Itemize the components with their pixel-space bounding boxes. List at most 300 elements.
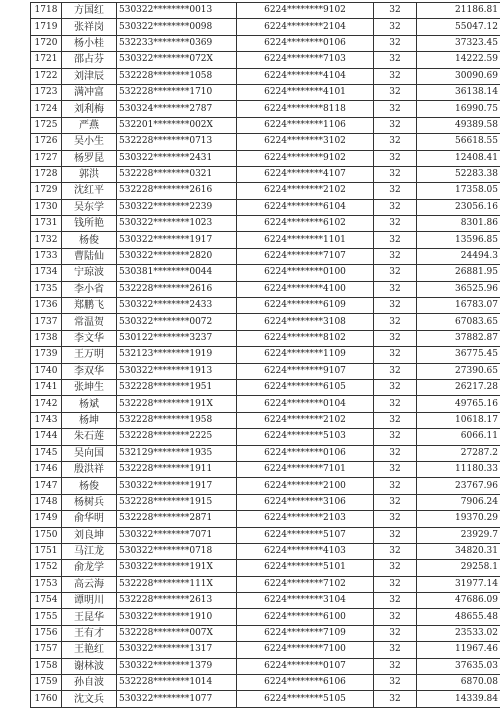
row-number-cell: 1730 <box>31 199 62 215</box>
row-number-cell: 1738 <box>31 330 62 346</box>
name-cell: 俞龙学 <box>62 560 117 576</box>
row-number-cell: 1737 <box>31 314 62 330</box>
count-cell: 32 <box>374 609 417 625</box>
name-cell: 王昆华 <box>62 609 117 625</box>
table-row <box>31 183 500 199</box>
count-cell: 32 <box>374 642 417 658</box>
count-cell: 32 <box>374 232 417 248</box>
count-cell: 32 <box>374 298 417 314</box>
account-number-cell: 6224********4104 <box>237 68 374 84</box>
name-cell: 王万明 <box>62 347 117 363</box>
amount-cell: 16990.75 <box>417 101 500 117</box>
account-number-cell: 6224********5103 <box>237 429 374 445</box>
count-cell: 32 <box>374 478 417 494</box>
row-number-cell: 1734 <box>31 265 62 281</box>
amount-cell: 23056.16 <box>417 199 500 215</box>
row-number-cell: 1743 <box>31 412 62 428</box>
name-cell: 方国红 <box>62 3 117 19</box>
row-number-cell: 1728 <box>31 166 62 182</box>
table-row <box>31 314 500 330</box>
row-number-cell: 1721 <box>31 52 62 68</box>
count-cell: 32 <box>374 19 417 35</box>
amount-cell: 27390.65 <box>417 363 500 379</box>
table-row <box>31 642 500 658</box>
count-cell: 32 <box>374 560 417 576</box>
account-number-cell: 6224********3106 <box>237 494 374 510</box>
id-number-cell: 532123********1919 <box>117 347 237 363</box>
table-row <box>31 52 500 68</box>
count-cell: 32 <box>374 84 417 100</box>
name-cell: 俞华明 <box>62 511 117 527</box>
row-number-cell: 1729 <box>31 183 62 199</box>
amount-cell: 19370.29 <box>417 511 500 527</box>
account-number-cell: 6224********9107 <box>237 363 374 379</box>
name-cell: 沈文兵 <box>62 691 117 707</box>
name-cell: 张坤生 <box>62 379 117 395</box>
name-cell: 殷洪祥 <box>62 461 117 477</box>
row-number-cell: 1742 <box>31 396 62 412</box>
id-number-cell: 532228********2616 <box>117 183 237 199</box>
amount-cell: 23533.02 <box>417 625 500 641</box>
row-number-cell: 1757 <box>31 642 62 658</box>
amount-cell: 23767.96 <box>417 478 500 494</box>
account-number-cell: 6224********6102 <box>237 216 374 232</box>
name-cell: 杨俊 <box>62 478 117 494</box>
row-number-cell: 1736 <box>31 298 62 314</box>
name-cell: 杨斌 <box>62 396 117 412</box>
account-number-cell: 6224********7100 <box>237 642 374 658</box>
name-cell: 王艳红 <box>62 642 117 658</box>
name-cell: 钱所艳 <box>62 216 117 232</box>
id-number-cell: 532228********007X <box>117 625 237 641</box>
id-number-cell: 532228********1058 <box>117 68 237 84</box>
account-number-cell: 6224********9102 <box>237 150 374 166</box>
count-cell: 32 <box>374 625 417 641</box>
id-number-cell: 530322********0013 <box>117 3 237 19</box>
account-number-cell: 6224********7103 <box>237 52 374 68</box>
count-cell: 32 <box>374 101 417 117</box>
count-cell: 32 <box>374 166 417 182</box>
amount-cell: 6066.11 <box>417 429 500 445</box>
name-cell: 严燕 <box>62 117 117 133</box>
account-number-cell: 6224********5105 <box>237 691 374 707</box>
count-cell: 32 <box>374 379 417 395</box>
name-cell: 李双华 <box>62 363 117 379</box>
table-row <box>31 216 500 232</box>
name-cell: 王有才 <box>62 625 117 641</box>
row-number-cell: 1751 <box>31 543 62 559</box>
table-row <box>31 232 500 248</box>
row-number-cell: 1739 <box>31 347 62 363</box>
amount-cell: 52283.38 <box>417 166 500 182</box>
row-number-cell: 1732 <box>31 232 62 248</box>
account-number-cell: 6224********1109 <box>237 347 374 363</box>
name-cell: 郑鹏飞 <box>62 298 117 314</box>
table-row <box>31 691 500 707</box>
id-number-cell: 530322********2431 <box>117 150 237 166</box>
name-cell: 刘良坤 <box>62 527 117 543</box>
table-row <box>31 379 500 395</box>
id-number-cell: 530322********2239 <box>117 199 237 215</box>
count-cell: 32 <box>374 281 417 297</box>
account-number-cell: 6224********2100 <box>237 478 374 494</box>
id-number-cell: 532228********111X <box>117 576 237 592</box>
id-number-cell: 532228********1951 <box>117 379 237 395</box>
amount-cell: 11180.33 <box>417 461 500 477</box>
account-number-cell: 6224********6106 <box>237 675 374 691</box>
table-row <box>31 445 500 461</box>
amount-cell: 26881.95 <box>417 265 500 281</box>
account-number-cell: 6224********8102 <box>237 330 374 346</box>
id-number-cell: 530322********1317 <box>117 642 237 658</box>
id-number-cell: 532228********1915 <box>117 494 237 510</box>
table-row <box>31 363 500 379</box>
count-cell: 32 <box>374 117 417 133</box>
count-cell: 32 <box>374 52 417 68</box>
row-number-cell: 1744 <box>31 429 62 445</box>
table-row <box>31 461 500 477</box>
count-cell: 32 <box>374 248 417 264</box>
name-cell: 曹陆仙 <box>62 248 117 264</box>
account-number-cell: 6224********0100 <box>237 265 374 281</box>
amount-cell: 36525.96 <box>417 281 500 297</box>
table-row <box>31 68 500 84</box>
row-number-cell: 1733 <box>31 248 62 264</box>
id-number-cell: 532201********002X <box>117 117 237 133</box>
account-number-cell: 6224********9102 <box>237 3 374 19</box>
name-cell: 满冲富 <box>62 84 117 100</box>
name-cell: 孙自波 <box>62 675 117 691</box>
id-number-cell: 532228********0713 <box>117 134 237 150</box>
table-row <box>31 19 500 35</box>
amount-cell: 37323.45 <box>417 35 500 51</box>
row-number-cell: 1726 <box>31 134 62 150</box>
account-number-cell: 6224********6100 <box>237 609 374 625</box>
account-number-cell: 6224********4100 <box>237 281 374 297</box>
id-number-cell: 530322********1023 <box>117 216 237 232</box>
id-number-cell: 532228********2225 <box>117 429 237 445</box>
amount-cell: 13596.85 <box>417 232 500 248</box>
amount-cell: 8301.86 <box>417 216 500 232</box>
id-number-cell: 532228********191X <box>117 396 237 412</box>
id-number-cell: 530322********1913 <box>117 363 237 379</box>
account-number-cell: 6224********5107 <box>237 527 374 543</box>
table-row <box>31 576 500 592</box>
table-row <box>31 478 500 494</box>
name-cell: 杨坤 <box>62 412 117 428</box>
table-row <box>31 543 500 559</box>
name-cell: 马江龙 <box>62 543 117 559</box>
amount-cell: 14222.59 <box>417 52 500 68</box>
id-number-cell: 530322********1917 <box>117 232 237 248</box>
name-cell: 高云海 <box>62 576 117 592</box>
count-cell: 32 <box>374 265 417 281</box>
count-cell: 32 <box>374 330 417 346</box>
id-number-cell: 530324********2787 <box>117 101 237 117</box>
count-cell: 32 <box>374 461 417 477</box>
amount-cell: 36138.14 <box>417 84 500 100</box>
count-cell: 32 <box>374 527 417 543</box>
table-row <box>31 658 500 674</box>
table-row <box>31 134 500 150</box>
name-cell: 杨小桂 <box>62 35 117 51</box>
name-cell: 吴小生 <box>62 134 117 150</box>
row-number-cell: 1754 <box>31 593 62 609</box>
table-row <box>31 675 500 691</box>
name-cell: 李小省 <box>62 281 117 297</box>
amount-cell: 27287.2 <box>417 445 500 461</box>
amount-cell: 49765.16 <box>417 396 500 412</box>
table-row <box>31 248 500 264</box>
row-number-cell: 1727 <box>31 150 62 166</box>
table-row <box>31 593 500 609</box>
amount-cell: 48655.48 <box>417 609 500 625</box>
account-number-cell: 6224********0107 <box>237 658 374 674</box>
row-number-cell: 1720 <box>31 35 62 51</box>
account-number-cell: 6224********0106 <box>237 35 374 51</box>
table-row <box>31 298 500 314</box>
table-row <box>31 3 500 19</box>
id-number-cell: 532129********1935 <box>117 445 237 461</box>
account-number-cell: 6224********0106 <box>237 445 374 461</box>
table-row <box>31 84 500 100</box>
row-number-cell: 1760 <box>31 691 62 707</box>
id-number-cell: 530322********7071 <box>117 527 237 543</box>
id-number-cell: 530322********0072 <box>117 314 237 330</box>
name-cell: 李文华 <box>62 330 117 346</box>
name-cell: 杨树兵 <box>62 494 117 510</box>
amount-cell: 24494.3 <box>417 248 500 264</box>
count-cell: 32 <box>374 543 417 559</box>
id-number-cell: 530122********3237 <box>117 330 237 346</box>
account-number-cell: 6224********8118 <box>237 101 374 117</box>
count-cell: 32 <box>374 445 417 461</box>
count-cell: 32 <box>374 675 417 691</box>
id-number-cell: 532228********2613 <box>117 593 237 609</box>
count-cell: 32 <box>374 35 417 51</box>
count-cell: 32 <box>374 429 417 445</box>
amount-cell: 12408.41 <box>417 150 500 166</box>
table-row <box>31 35 500 51</box>
table-row <box>31 527 500 543</box>
amount-cell: 31977.14 <box>417 576 500 592</box>
account-number-cell: 6224********3108 <box>237 314 374 330</box>
id-number-cell: 532228********2616 <box>117 281 237 297</box>
id-number-cell: 530322********2820 <box>117 248 237 264</box>
name-cell: 杨罗昆 <box>62 150 117 166</box>
account-number-cell: 6224********7107 <box>237 248 374 264</box>
id-number-cell: 530322********0098 <box>117 19 237 35</box>
name-cell: 常温贺 <box>62 314 117 330</box>
row-number-cell: 1724 <box>31 101 62 117</box>
row-number-cell: 1755 <box>31 609 62 625</box>
table-row <box>31 199 500 215</box>
count-cell: 32 <box>374 314 417 330</box>
row-number-cell: 1746 <box>31 461 62 477</box>
account-number-cell: 6224********2102 <box>237 412 374 428</box>
table-row <box>31 347 500 363</box>
amount-cell: 10618.17 <box>417 412 500 428</box>
id-number-cell: 530322********1917 <box>117 478 237 494</box>
count-cell: 32 <box>374 216 417 232</box>
row-number-cell: 1758 <box>31 658 62 674</box>
amount-cell: 11967.46 <box>417 642 500 658</box>
amount-cell: 7906.24 <box>417 494 500 510</box>
row-number-cell: 1735 <box>31 281 62 297</box>
table-body <box>31 3 500 708</box>
row-number-cell: 1752 <box>31 560 62 576</box>
count-cell: 32 <box>374 183 417 199</box>
count-cell: 32 <box>374 576 417 592</box>
count-cell: 32 <box>374 134 417 150</box>
id-number-cell: 530322********1910 <box>117 609 237 625</box>
account-number-cell: 6224********4103 <box>237 543 374 559</box>
id-number-cell: 532228********2871 <box>117 511 237 527</box>
name-cell: 谭明川 <box>62 593 117 609</box>
amount-cell: 37635.03 <box>417 658 500 674</box>
table-row <box>31 429 500 445</box>
account-number-cell: 6224********6105 <box>237 379 374 395</box>
count-cell: 32 <box>374 347 417 363</box>
table-row <box>31 330 500 346</box>
row-number-cell: 1748 <box>31 494 62 510</box>
name-cell: 杨俊 <box>62 232 117 248</box>
count-cell: 32 <box>374 396 417 412</box>
row-number-cell: 1740 <box>31 363 62 379</box>
name-cell: 吴东学 <box>62 199 117 215</box>
row-number-cell: 1731 <box>31 216 62 232</box>
name-cell: 宁琼波 <box>62 265 117 281</box>
count-cell: 32 <box>374 593 417 609</box>
account-number-cell: 6224********2102 <box>237 183 374 199</box>
name-cell: 郭洪 <box>62 166 117 182</box>
account-number-cell: 6224********2104 <box>237 19 374 35</box>
row-number-cell: 1759 <box>31 675 62 691</box>
id-number-cell: 532233********0369 <box>117 35 237 51</box>
row-number-cell: 1722 <box>31 68 62 84</box>
table-row <box>31 609 500 625</box>
amount-cell: 17358.05 <box>417 183 500 199</box>
account-number-cell: 6224********7102 <box>237 576 374 592</box>
count-cell: 32 <box>374 150 417 166</box>
id-number-cell: 530322********191X <box>117 560 237 576</box>
account-number-cell: 6224********0104 <box>237 396 374 412</box>
count-cell: 32 <box>374 199 417 215</box>
amount-cell: 16783.07 <box>417 298 500 314</box>
account-number-cell: 6224********3102 <box>237 134 374 150</box>
amount-cell: 30090.69 <box>417 68 500 84</box>
id-number-cell: 532228********1911 <box>117 461 237 477</box>
row-number-cell: 1753 <box>31 576 62 592</box>
id-number-cell: 530381********0044 <box>117 265 237 281</box>
account-number-cell: 6224********7101 <box>237 461 374 477</box>
row-number-cell: 1745 <box>31 445 62 461</box>
count-cell: 32 <box>374 363 417 379</box>
row-number-cell: 1718 <box>31 3 62 19</box>
name-cell: 刘津辰 <box>62 68 117 84</box>
table-row <box>31 396 500 412</box>
account-number-cell: 6224********6109 <box>237 298 374 314</box>
table-row <box>31 281 500 297</box>
table-row <box>31 560 500 576</box>
row-number-cell: 1719 <box>31 19 62 35</box>
table-row <box>31 265 500 281</box>
amount-cell: 67083.65 <box>417 314 500 330</box>
table-row <box>31 412 500 428</box>
name-cell: 沈红平 <box>62 183 117 199</box>
account-number-cell: 6224********6104 <box>237 199 374 215</box>
amount-cell: 29258.1 <box>417 560 500 576</box>
account-number-cell: 6224********4101 <box>237 84 374 100</box>
name-cell: 张祥岗 <box>62 19 117 35</box>
account-number-cell: 6224********1101 <box>237 232 374 248</box>
amount-cell: 21186.81 <box>417 3 500 19</box>
amount-cell: 49389.58 <box>417 117 500 133</box>
amount-cell: 56618.55 <box>417 134 500 150</box>
name-cell: 吴向国 <box>62 445 117 461</box>
payment-table <box>30 2 500 708</box>
id-number-cell: 532228********1014 <box>117 675 237 691</box>
account-number-cell: 6224********2103 <box>237 511 374 527</box>
table-row <box>31 150 500 166</box>
name-cell: 谢林波 <box>62 658 117 674</box>
table-row <box>31 101 500 117</box>
amount-cell: 34820.31 <box>417 543 500 559</box>
table-row <box>31 511 500 527</box>
id-number-cell: 532228********1958 <box>117 412 237 428</box>
table-row <box>31 166 500 182</box>
count-cell: 32 <box>374 412 417 428</box>
row-number-cell: 1750 <box>31 527 62 543</box>
count-cell: 32 <box>374 691 417 707</box>
account-number-cell: 6224********3104 <box>237 593 374 609</box>
amount-cell: 14339.84 <box>417 691 500 707</box>
id-number-cell: 530322********0718 <box>117 543 237 559</box>
row-number-cell: 1749 <box>31 511 62 527</box>
count-cell: 32 <box>374 658 417 674</box>
amount-cell: 6870.08 <box>417 675 500 691</box>
count-cell: 32 <box>374 68 417 84</box>
table-row <box>31 117 500 133</box>
amount-cell: 47686.09 <box>417 593 500 609</box>
row-number-cell: 1723 <box>31 84 62 100</box>
table-row <box>31 494 500 510</box>
amount-cell: 55047.12 <box>417 19 500 35</box>
amount-cell: 26217.28 <box>417 379 500 395</box>
account-number-cell: 6224********5101 <box>237 560 374 576</box>
account-number-cell: 6224********1106 <box>237 117 374 133</box>
account-number-cell: 6224********7109 <box>237 625 374 641</box>
table-row <box>31 625 500 641</box>
name-cell: 刘利梅 <box>62 101 117 117</box>
count-cell: 32 <box>374 511 417 527</box>
row-number-cell: 1725 <box>31 117 62 133</box>
amount-cell: 37882.87 <box>417 330 500 346</box>
id-number-cell: 532228********1710 <box>117 84 237 100</box>
id-number-cell: 530322********072X <box>117 52 237 68</box>
id-number-cell: 530322********1077 <box>117 691 237 707</box>
id-number-cell: 532228********0321 <box>117 166 237 182</box>
account-number-cell: 6224********4107 <box>237 166 374 182</box>
count-cell: 32 <box>374 494 417 510</box>
count-cell: 32 <box>374 3 417 19</box>
row-number-cell: 1756 <box>31 625 62 641</box>
name-cell: 朱石莲 <box>62 429 117 445</box>
amount-cell: 23929.7 <box>417 527 500 543</box>
name-cell: 邵占芬 <box>62 52 117 68</box>
id-number-cell: 530322********1379 <box>117 658 237 674</box>
row-number-cell: 1741 <box>31 379 62 395</box>
